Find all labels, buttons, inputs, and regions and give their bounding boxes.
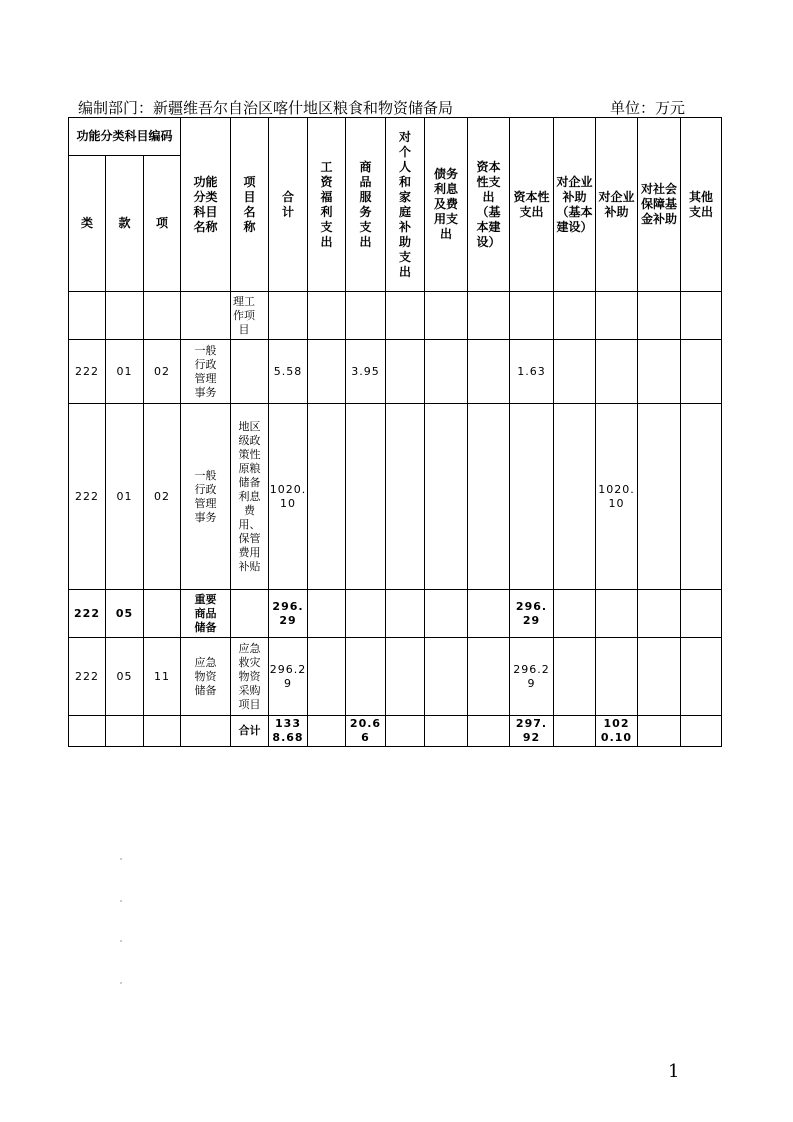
cell-other bbox=[681, 638, 722, 716]
cell-kuan: 05 bbox=[106, 590, 144, 638]
cell-capital-base bbox=[468, 716, 510, 747]
cell-goods: 20.66 bbox=[346, 716, 386, 747]
cell-total: 296.29 bbox=[269, 638, 308, 716]
scan-speck bbox=[120, 982, 122, 984]
cell-other bbox=[681, 340, 722, 404]
cell-capital-base bbox=[468, 292, 510, 340]
cell-lei: 222 bbox=[69, 404, 106, 590]
cell-other bbox=[681, 404, 722, 590]
scan-speck bbox=[120, 940, 122, 942]
cell-ent-sub-base bbox=[554, 292, 596, 340]
cell-lei: 222 bbox=[69, 340, 106, 404]
cell-debt bbox=[425, 340, 468, 404]
cell-ent-sub-base bbox=[554, 638, 596, 716]
unit-label: 单位：万元 bbox=[610, 99, 686, 117]
header-row-1 bbox=[69, 118, 722, 156]
cell-func-name: 应急物资储备 bbox=[181, 638, 231, 716]
cell-goods bbox=[346, 404, 386, 590]
cell-ent-sub bbox=[596, 590, 638, 638]
col-header-ent-sub: 对企业补助 bbox=[596, 118, 638, 292]
cell-wage bbox=[308, 590, 346, 638]
cell-func-name: 一般行政管理事务 bbox=[181, 404, 231, 590]
cell-ent-sub-base bbox=[554, 716, 596, 747]
col-header-wage: 工资福利支出 bbox=[308, 118, 346, 292]
cell-social bbox=[638, 292, 681, 340]
col-header-capital: 资本性支出 bbox=[510, 118, 554, 292]
cell-xiang bbox=[144, 590, 181, 638]
cell-goods bbox=[346, 590, 386, 638]
cell-wage bbox=[308, 716, 346, 747]
cell-personal bbox=[386, 590, 425, 638]
cell-goods: 3.95 bbox=[346, 340, 386, 404]
cell-social bbox=[638, 404, 681, 590]
cell-debt bbox=[425, 590, 468, 638]
cell-total: 1020.10 bbox=[269, 404, 308, 590]
cell-capital-base bbox=[468, 340, 510, 404]
cell-wage bbox=[308, 292, 346, 340]
cell-capital bbox=[510, 292, 554, 340]
cell-xiang: 02 bbox=[144, 340, 181, 404]
cell-other bbox=[681, 590, 722, 638]
cell-func-name: 重要商品储备 bbox=[181, 590, 231, 638]
col-header-debt: 债务利息及费用支出 bbox=[425, 118, 468, 292]
cell-capital-base bbox=[468, 590, 510, 638]
cell-lei: 222 bbox=[69, 590, 106, 638]
cell-social bbox=[638, 590, 681, 638]
cell-ent-sub: 1020.10 bbox=[596, 404, 638, 590]
cell-kuan bbox=[106, 292, 144, 340]
cell-goods bbox=[346, 292, 386, 340]
col-header-ent-sub-base: 对企业补助（基本建设） bbox=[554, 118, 596, 292]
table-row bbox=[69, 590, 722, 638]
cell-kuan: 05 bbox=[106, 638, 144, 716]
cell-goods bbox=[346, 638, 386, 716]
col-header-code-group: 功能分类科目编码 bbox=[69, 118, 181, 156]
cell-lei: 222 bbox=[69, 638, 106, 716]
cell-func-name bbox=[181, 292, 231, 340]
cell-xiang bbox=[144, 716, 181, 747]
cell-total: 5.58 bbox=[269, 340, 308, 404]
cell-xiang: 02 bbox=[144, 404, 181, 590]
cell-func-name: 一般行政管理事务 bbox=[181, 340, 231, 404]
col-header-total: 合计 bbox=[269, 118, 308, 292]
cell-personal bbox=[386, 716, 425, 747]
cell-other bbox=[681, 716, 722, 747]
table-row bbox=[69, 638, 722, 716]
col-header-capital-base: 资本性支出（基本建设） bbox=[468, 118, 510, 292]
cell-personal bbox=[386, 638, 425, 716]
cell-capital: 296.29 bbox=[510, 590, 554, 638]
cell-debt bbox=[425, 292, 468, 340]
table-row bbox=[69, 340, 722, 404]
cell-debt bbox=[425, 716, 468, 747]
cell-lei bbox=[69, 292, 106, 340]
cell-social bbox=[638, 638, 681, 716]
cell-ent-sub-base bbox=[554, 404, 596, 590]
report-header bbox=[78, 97, 718, 117]
cell-xiang: 11 bbox=[144, 638, 181, 716]
cell-proj-name: 合计 bbox=[231, 716, 269, 747]
cell-wage bbox=[308, 340, 346, 404]
cell-kuan: 01 bbox=[106, 404, 144, 590]
expenditure-table bbox=[68, 117, 722, 747]
col-header-personal: 对个人和家庭补助支出 bbox=[386, 118, 425, 292]
cell-total: 296.29 bbox=[269, 590, 308, 638]
cell-social bbox=[638, 340, 681, 404]
cell-xiang bbox=[144, 292, 181, 340]
cell-ent-sub bbox=[596, 340, 638, 404]
cell-proj-name: 地区级政策性原粮储备利息费用、保管费用补贴 bbox=[231, 404, 269, 590]
cell-wage bbox=[308, 404, 346, 590]
cell-debt bbox=[425, 404, 468, 590]
cell-personal bbox=[386, 292, 425, 340]
cell-social bbox=[638, 716, 681, 747]
compiling-department: 编制部门：新疆维吾尔自治区喀什地区粮食和物资储备局 bbox=[78, 99, 454, 117]
cell-capital: 296.29 bbox=[510, 638, 554, 716]
cell-capital-base bbox=[468, 404, 510, 590]
col-header-goods: 商品服务支出 bbox=[346, 118, 386, 292]
cell-ent-sub bbox=[596, 638, 638, 716]
col-header-func-name: 功能分类科目名称 bbox=[181, 118, 231, 292]
cell-func-name bbox=[181, 716, 231, 747]
cell-capital: 1.63 bbox=[510, 340, 554, 404]
col-header-lei: 类 bbox=[69, 156, 106, 292]
cell-other bbox=[681, 292, 722, 340]
cell-proj-name bbox=[231, 590, 269, 638]
cell-kuan bbox=[106, 716, 144, 747]
cell-proj-name bbox=[231, 340, 269, 404]
cell-ent-sub bbox=[596, 292, 638, 340]
cell-personal bbox=[386, 340, 425, 404]
cell-kuan: 01 bbox=[106, 340, 144, 404]
cell-proj-name: 应急救灾物资采购项目 bbox=[231, 638, 269, 716]
cell-total: 1338.68 bbox=[269, 716, 308, 747]
cell-capital bbox=[510, 404, 554, 590]
col-header-kuan: 款 bbox=[106, 156, 144, 292]
cell-lei bbox=[69, 716, 106, 747]
total-row bbox=[69, 716, 722, 747]
col-header-proj-name: 项目名称 bbox=[231, 118, 269, 292]
cell-debt bbox=[425, 638, 468, 716]
table-row bbox=[69, 292, 722, 340]
cell-personal bbox=[386, 404, 425, 590]
cell-total bbox=[269, 292, 308, 340]
cell-capital: 297.92 bbox=[510, 716, 554, 747]
cell-ent-sub-base bbox=[554, 590, 596, 638]
cell-wage bbox=[308, 638, 346, 716]
scan-speck bbox=[120, 900, 122, 902]
cell-proj-name: 理工作项目 bbox=[231, 292, 269, 340]
col-header-social: 对社会保障基金补助 bbox=[638, 118, 681, 292]
cell-capital-base bbox=[468, 638, 510, 716]
scan-speck bbox=[120, 858, 122, 860]
page-number: 1 bbox=[668, 1061, 680, 1082]
cell-ent-sub-base bbox=[554, 340, 596, 404]
col-header-other: 其他支出 bbox=[681, 118, 722, 292]
col-header-xiang: 项 bbox=[144, 156, 181, 292]
cell-ent-sub: 1020.10 bbox=[596, 716, 638, 747]
table-row bbox=[69, 404, 722, 590]
